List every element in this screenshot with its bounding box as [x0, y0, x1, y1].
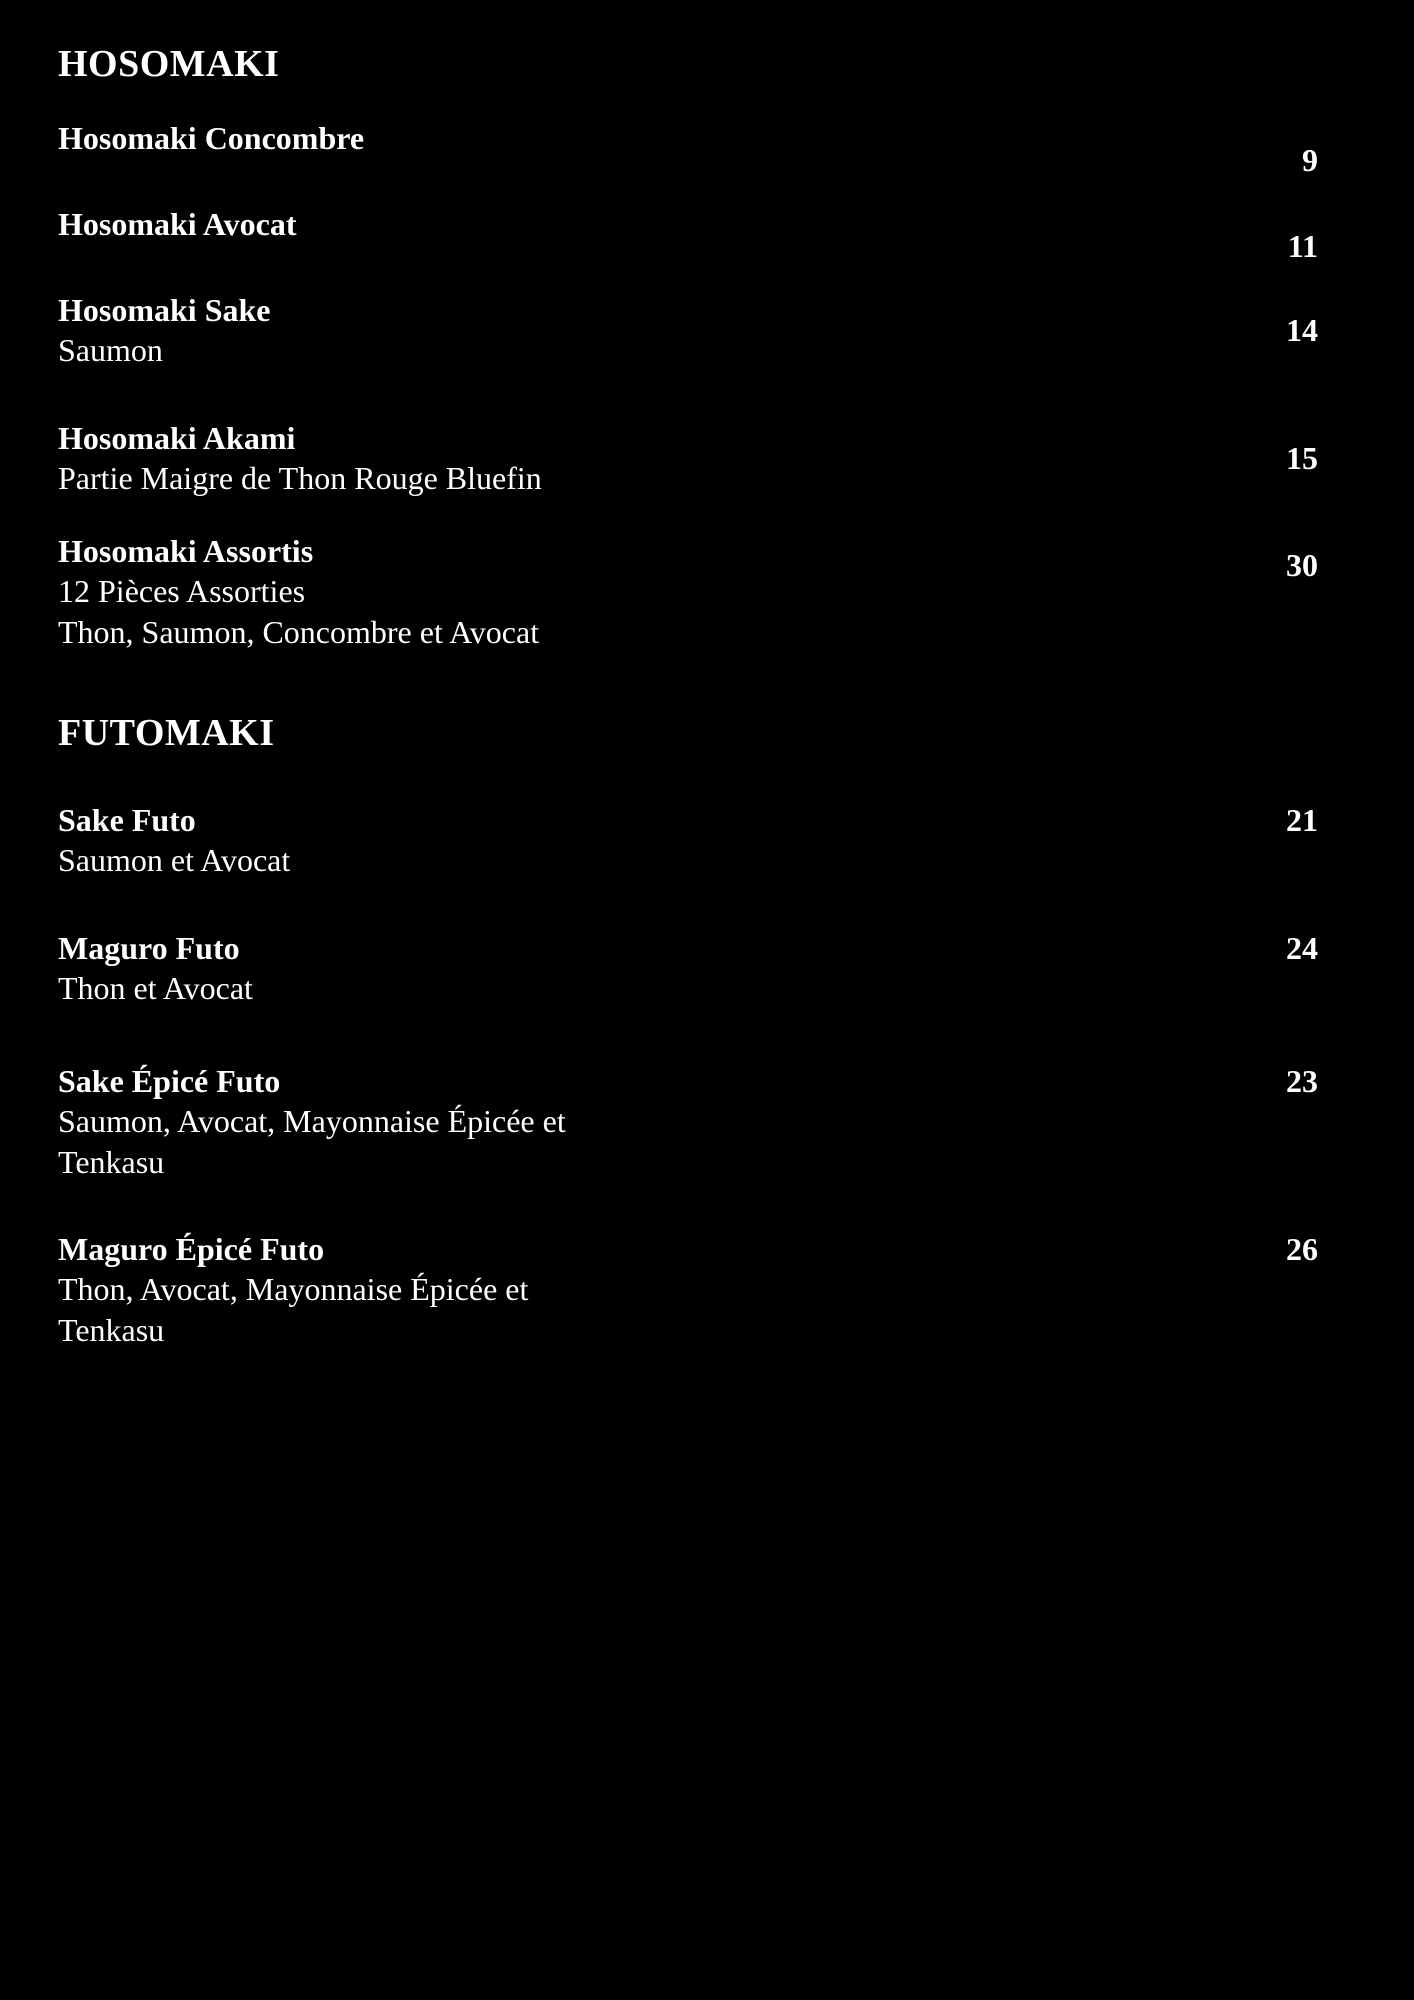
- menu-item-maguro-futo: [58, 928, 1318, 1009]
- section-title-hosomaki: HOSOMAKI: [58, 43, 280, 85]
- menu-item-hosomaki-concombre: [58, 118, 1318, 178]
- section-title-futomaki: FUTOMAKI: [58, 712, 275, 754]
- item-description: 12 Pièces Assorties: [58, 573, 306, 609]
- menu-item-hosomaki-sake: [58, 290, 1318, 371]
- item-description: Thon et Avocat: [58, 970, 253, 1006]
- item-name: Hosomaki Sake: [58, 292, 271, 328]
- item-name: Hosomaki Akami: [58, 420, 296, 456]
- item-price: 11: [1287, 228, 1318, 264]
- item-description-secondary: Thon, Saumon, Concombre et Avocat: [58, 614, 540, 650]
- menu-item-hosomaki-akami: [58, 418, 1318, 499]
- item-description: Thon, Avocat, Mayonnaise Épicée et Tenkasu: [58, 1271, 529, 1348]
- item-name: Sake Futo: [58, 802, 196, 838]
- item-description: Saumon, Avocat, Mayonnaise Épicée et Tenkasu: [58, 1103, 566, 1180]
- item-name: Hosomaki Assortis: [58, 533, 314, 569]
- item-price: 30: [1286, 547, 1318, 583]
- item-price: 24: [1286, 930, 1318, 966]
- item-description: Partie Maigre de Thon Rouge Bluefin: [58, 460, 542, 496]
- item-price: 21: [1286, 802, 1318, 838]
- item-price: 23: [1286, 1063, 1318, 1099]
- menu-item-sake-epice-futo: [58, 1061, 1318, 1183]
- menu-item-hosomaki-assortis: [58, 531, 1318, 653]
- item-description: Saumon et Avocat: [58, 842, 291, 878]
- item-description: Saumon: [58, 332, 163, 368]
- menu-item-hosomaki-avocat: [58, 204, 1318, 264]
- item-price: 14: [1286, 312, 1318, 348]
- item-name: Hosomaki Concombre: [58, 120, 365, 156]
- item-price: 15: [1286, 440, 1318, 476]
- item-name: Maguro Futo: [58, 930, 240, 966]
- item-name: Hosomaki Avocat: [58, 206, 297, 242]
- menu-item-sake-futo: [58, 800, 1318, 881]
- item-price: 26: [1286, 1231, 1318, 1267]
- item-name: Maguro Épicé Futo: [58, 1231, 325, 1267]
- item-price: 9: [1302, 142, 1318, 178]
- item-name: Sake Épicé Futo: [58, 1063, 281, 1099]
- menu-item-maguro-epice-futo: [58, 1229, 1318, 1351]
